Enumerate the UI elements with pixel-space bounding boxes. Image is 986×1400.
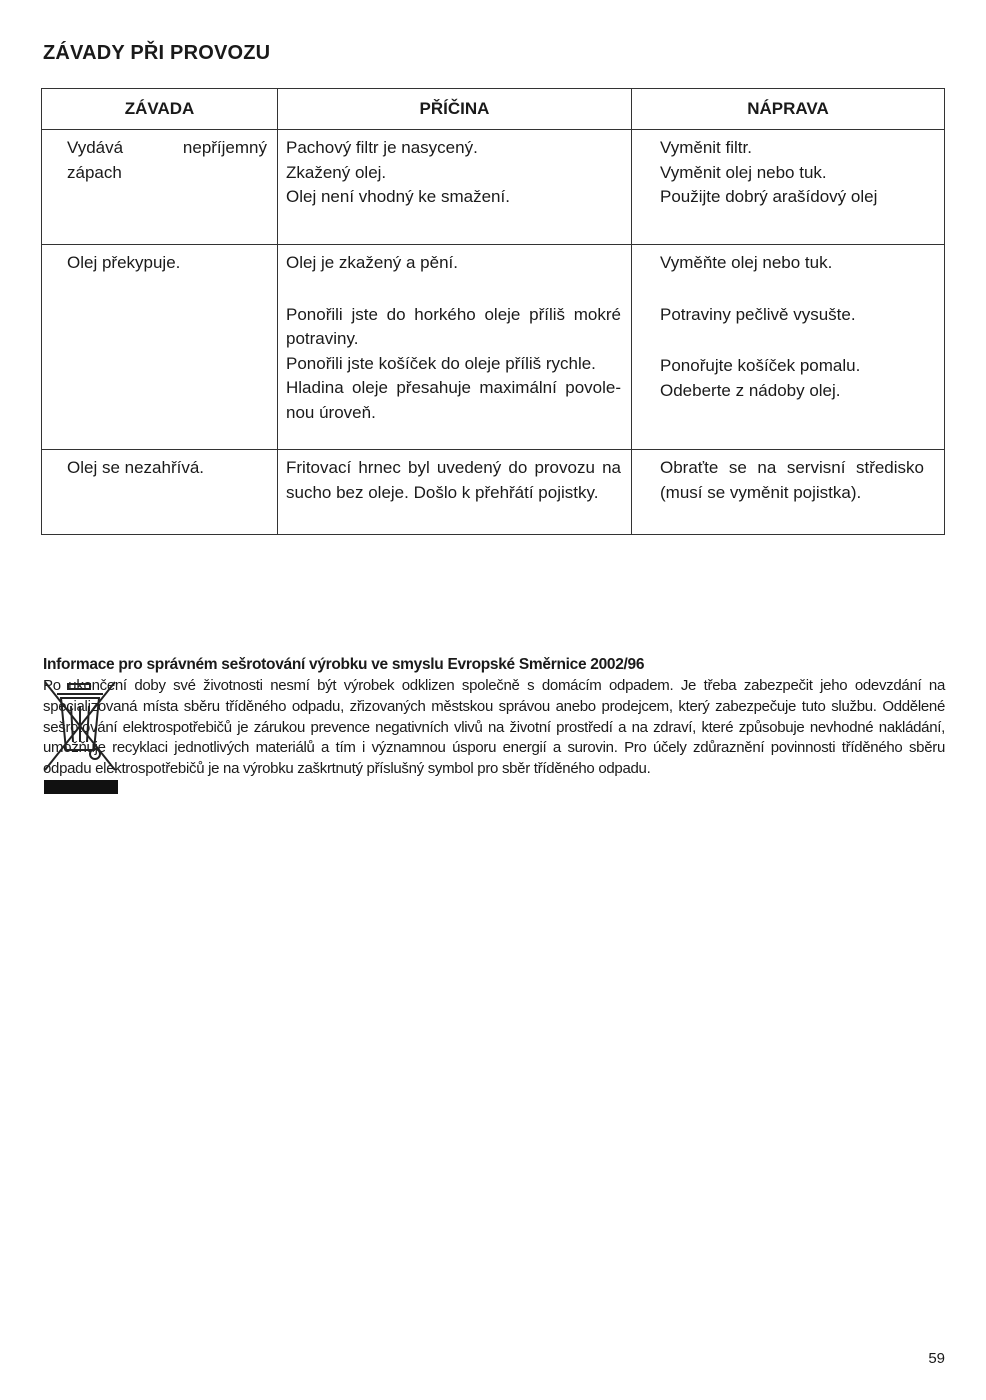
remedy-cell [632,245,945,450]
remedy-line: Použijte dobrý arašídový olej [660,187,878,206]
cause-line: Olej není vhodný ke smažení. [286,187,510,206]
cause-line: Hladina oleje přesahuje maximální povole- [286,378,621,397]
cause-line: Olej je zkažený a pění. [286,253,458,272]
remedy-cell [632,130,945,245]
header-remedy: NÁPRAVA [632,89,945,130]
cause-line: potraviny. [286,329,359,348]
cause-line: Ponořili jste košíček do oleje příliš rychle. [286,353,596,373]
cause-line: Fritovací hrnec byl uvedený do provozu na [286,458,621,477]
remedy-line: Vyměňte olej nebo tuk. [660,253,833,272]
table-row [42,245,945,450]
fault-line: Olej překypuje. [67,253,181,272]
fault-line: Vydává nepříjemný [67,138,267,157]
table-header-row [42,89,945,130]
disposal-section [43,656,945,780]
disposal-heading: Informace pro správném sešrotování výrobku ve smyslu Evropské Směrnice 2002/96 [43,656,645,673]
remedy-line: Vyměnit olej nebo tuk. [660,162,827,182]
disposal-text: Po ukončení doby své životnosti nesmí být výrobek odklizen společně s domácím odpadem. Je třeba zabezpečit jeho odevzdání na specializovaná místa sběru tříděného odpadu, zřizovaných městskou správou anebo prodejcem, který zabezpečuje tuto službu. Oddělené sešrotování elektrospotřebičů je zárukou prevence negativních vlivů na životní prostředí a na zdraví, které způsobuje nevhodné nakládání, umožňuje recyklaci jednotlivých materiálů a tím i významnou úsporu energií a surovin. Pro účely zdůraznění povinnosti tříděného sběru odpadu elektrospotřebičů je na výrobku zaškrtnutý příslušný symbol pro sběr tříděného odpadu. [43,677,945,778]
cause-line: Ponořili jste do horkého oleje příliš mokré [286,304,621,324]
fault-line: Olej se nezahřívá. [67,458,205,477]
fault-cell [42,130,278,245]
remedy-line: Potraviny pečlivě vysušte. [660,304,856,324]
cause-cell [278,450,632,535]
page-title: ZÁVADY PŘI PROVOZU [43,42,271,64]
remedy-cell [632,450,945,535]
remedy-line: Odeberte z nádoby olej. [660,380,841,400]
cause-line: Pachový filtr je nasycený. [286,138,478,157]
cause-cell [278,245,632,450]
table-row [42,450,945,535]
cause-line: Zkažený olej. [286,162,387,182]
remedy-line: Ponořujte košíček pomalu. [660,356,861,375]
cause-line: sucho bez oleje. Došlo k přehřátí pojistky. [286,482,599,502]
remedy-line: (musí se vyměnit pojistka). [660,482,862,502]
cause-line: nou úroveň. [286,402,376,422]
crossed-out-wheelie-bin-icon [43,678,121,796]
troubleshooting-table [41,88,945,535]
fault-line: zápach [67,162,122,182]
table-row [42,130,945,245]
header-fault: ZÁVADA [42,89,278,130]
fault-cell [42,245,278,450]
remedy-line: Obraťte se na servisní středisko [660,458,924,477]
remedy-line: Vyměnit filtr. [660,138,752,157]
header-cause: PŘÍČINA [278,89,632,130]
fault-cell [42,450,278,535]
page-number: 59 [928,1350,945,1367]
cause-cell [278,130,632,245]
